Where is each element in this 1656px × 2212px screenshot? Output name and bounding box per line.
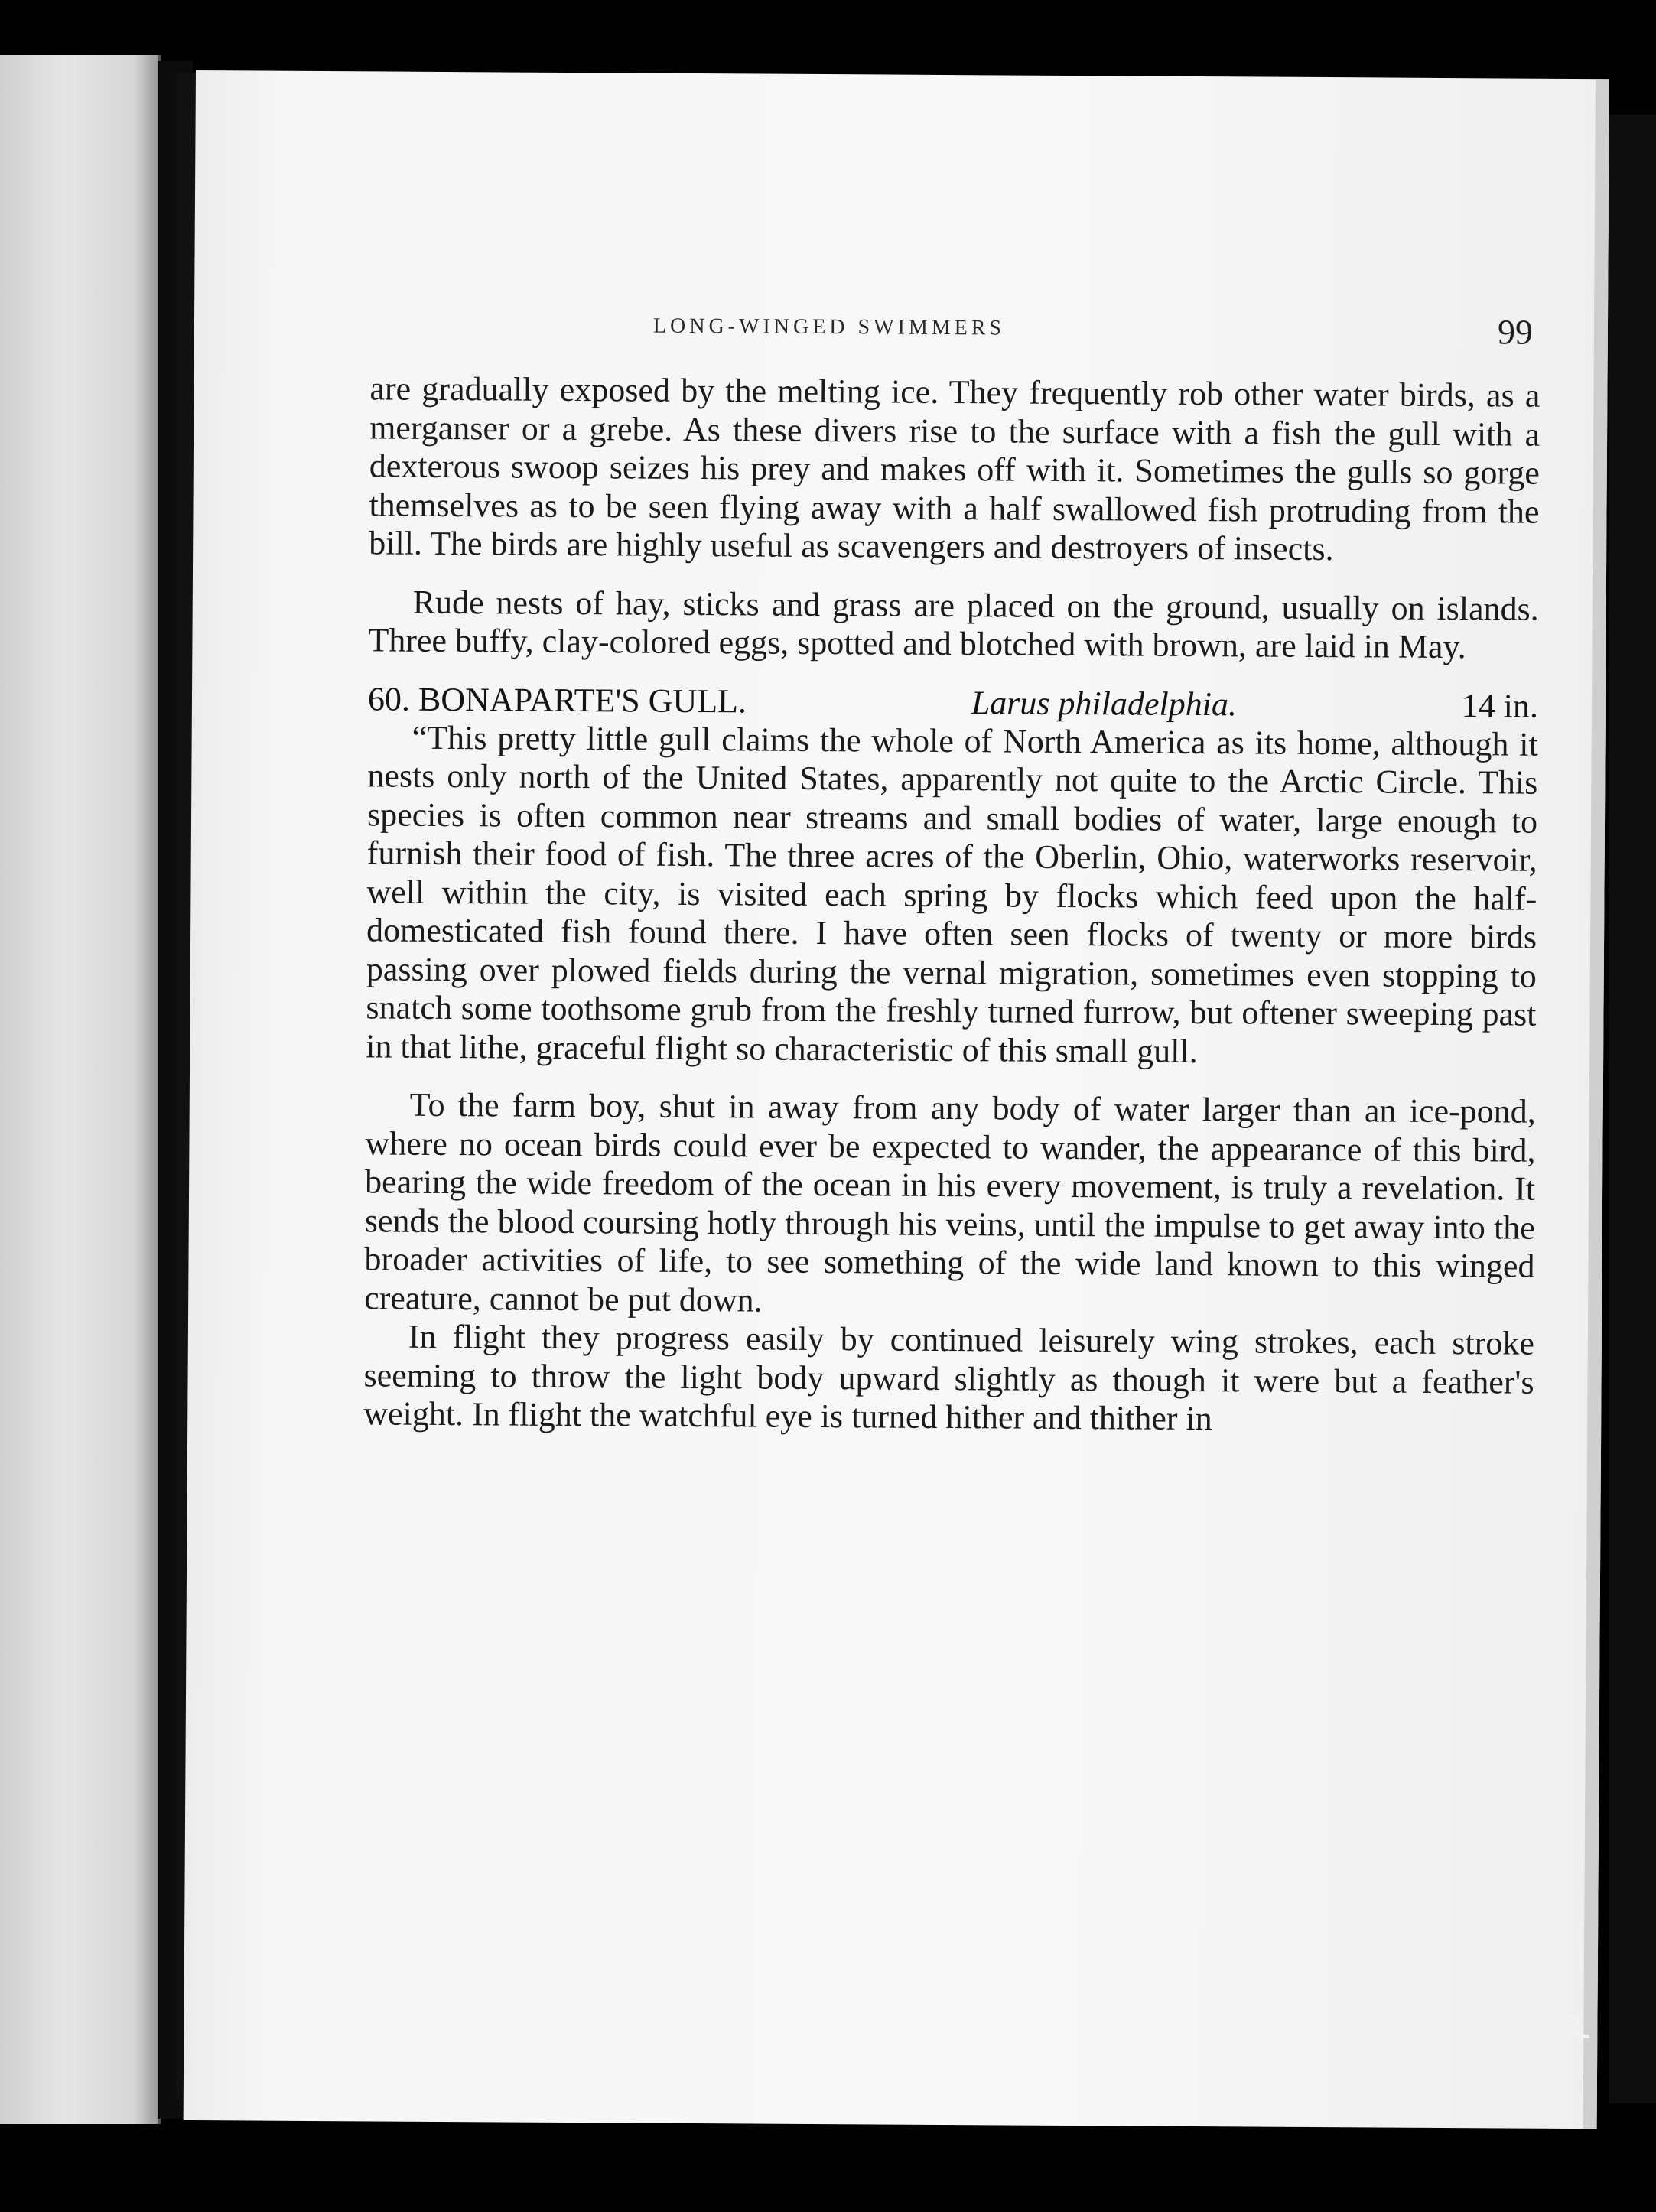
species-scientific-name: Larus philadelphia. <box>971 683 1238 723</box>
right-edge-shadow <box>1609 115 1656 2103</box>
page-number: 99 <box>1497 312 1534 352</box>
paragraph: are gradually exposed by the melting ice. They frequently rob other water birds, as a merganser or a grebe. As these divers rise to the surface with a fish the gull with a dexterous swoop seizes his prey and makes off with it. Sometimes the gulls so gorge themselves as to be seen flying away with a half swallowed fish protruding from the bill. The birds are highly useful as scavengers and destroyers of insects. <box>369 369 1541 568</box>
species-name: 60. BONAPARTE'S GULL. <box>367 679 747 720</box>
paragraph: “This pretty little gull claims the whole of North America as its home, although it nests only north of the United States, apparently not quite to the Arctic Circle. This species is often common near streams and small bodies of water, large enough to furnish their food of fish. The three acres of the Oberlin, Ohio, waterworks reservoir, well within the city, is visited each spring by flocks which feed upon the half-domesticated fish found there. I have often seen flocks of twenty or more birds passing over plowed fields during the vernal migration, sometimes even stopping to snatch some toothsome grub from the freshly turned furrow, but oftener sweeping past in that lithe, graceful flight so characteristic of this small gull. <box>366 718 1538 1070</box>
running-head-title: LONG-WINGED SWIMMERS <box>652 314 1006 340</box>
paragraph: In flight they progress easily by continued leisurely wing strokes, each stroke seeming to throw the light body upward slightly as though it were but a feather's weight. In flight the watchful eye is turned hither and thither in <box>363 1317 1535 1438</box>
species-size: 14 in. <box>1461 686 1539 725</box>
paragraph: To the farm boy, shut in away from any body of water larger than an ice-pond, where no ocean birds could ever be expected to wander, the appearance of this bird, bearing the wide freedom of the ocean in his every movement, is truly a revelation. It sends the blood coursing hotly through his veins, until the impulse to get away into the broader activities of life, to see something of the wide land known to this winged creature, cannot be put down. <box>364 1085 1536 1319</box>
paragraph: Rude nests of hay, sticks and grass are placed on the ground, usually on islands. Three buffy, clay-colored eggs, spotted and blotched with brown, are laid in May. <box>368 583 1539 666</box>
scan-artifact-mark <box>1560 2012 1593 2042</box>
running-head <box>653 307 1533 373</box>
species-heading <box>368 680 1538 725</box>
body-text <box>363 369 1540 1440</box>
previous-page-edge <box>0 55 161 2124</box>
page-edge <box>1583 79 1609 2129</box>
book-page <box>184 70 1609 2129</box>
